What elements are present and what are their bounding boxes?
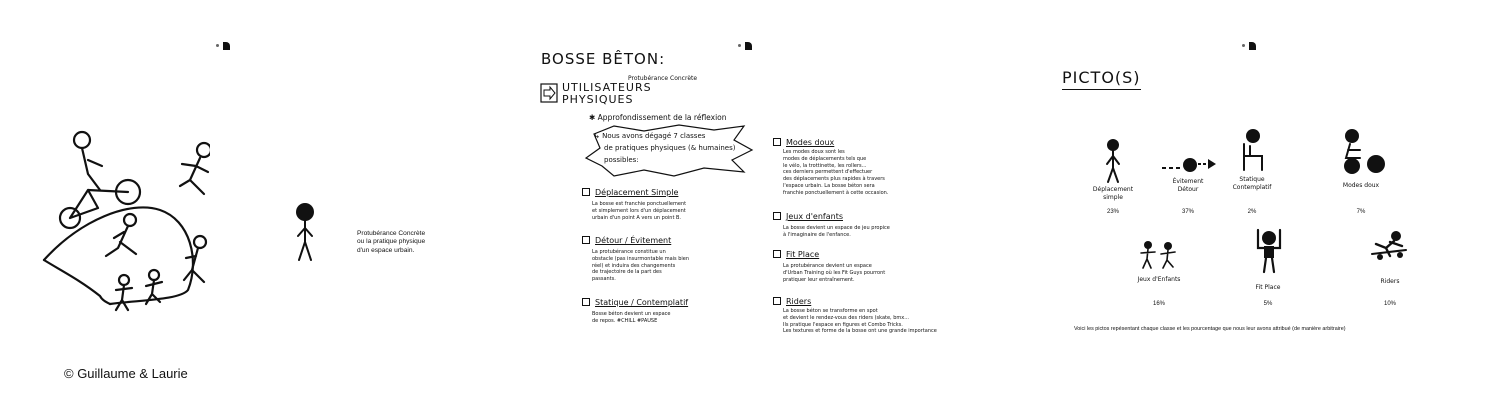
section-title [773,297,993,306]
section-fit-place [773,250,973,283]
section-modes-doux [773,138,973,197]
subtitle [562,82,652,106]
slide-pictograms [1000,0,1500,360]
section-body [592,201,762,221]
subtitle-line: UTILISATEURS [562,81,652,94]
picto-label-modes-doux [1330,182,1392,190]
body-line: réel) et induira des changements [592,262,676,269]
body-line: modes de déplacements tels que [783,155,867,162]
section-title-text: Riders [786,297,812,306]
body-line: passants. [592,276,616,283]
deepening-heading [589,113,727,122]
checkbox-icon [582,236,590,244]
checkbox-icon [773,212,781,220]
section-riders [773,297,993,335]
body-line: Les modes doux sont les [783,149,845,155]
section-title-text: Modes doux [786,138,835,147]
body-line: Ils pratique l'espace en figures et Combo Tricks. [783,321,903,328]
section-body [783,308,993,335]
checkbox-icon [773,297,781,305]
picto-label-line: Statique [1239,176,1265,183]
body-line: l'espace urbain. La bosse béton sera [783,182,875,189]
checkbox-icon [582,298,590,306]
section-title-text: Fit Place [786,250,820,259]
picto-label-line: Détour [1177,185,1199,193]
arrow-right-icon: ↳ [594,132,603,140]
body-line: franchie ponctuellement à cette occasion. [783,189,889,196]
cloud-line: de pratiques physiques (& humaines) [604,144,736,152]
body-line: La bosse est franchie ponctuellement [592,201,687,207]
cloud-line-text: Nous avons dégagé 7 classes [602,132,706,140]
section-title-text: Déplacement Simple [595,188,679,197]
section-body [783,263,973,283]
subtitle-note: Protubérance Concrète [628,75,698,82]
picto-percent: 2% [1247,209,1257,215]
picto-label-line: Contemplatif [1232,183,1272,191]
deepening-label: Approfondissement de la réflexion [597,113,727,122]
picto-label-line: Modes doux [1342,182,1380,189]
asterisk-icon: ✱ [589,113,598,122]
slide-marker [738,42,752,50]
section-detour-evitement [582,236,762,283]
cloud-line: possibles: [604,156,639,164]
checkbox-icon [773,250,781,258]
body-line: ces derniers permettent d'effectuer [783,169,873,176]
section-body [783,225,973,239]
body-line: Les textures et forme de la bosse ont une grande importance [783,328,937,335]
cloud-text [594,130,735,166]
section-deplacement-simple [582,188,762,221]
picto-label-statique [1222,176,1282,191]
slide-user-classes [500,0,1000,360]
copyright-notice: © Guillaume & Laurie [64,366,188,381]
cloud-line [594,130,735,142]
section-body [592,311,762,325]
picto-label-evitement [1158,178,1218,193]
picto-label-line: Évitement [1172,178,1204,185]
panel1-caption [357,230,425,255]
picto-label-riders [1362,278,1418,286]
body-line: La bosse devient un espace de jeu propice [783,225,890,231]
checkbox-icon [773,138,781,146]
picto-percent: 37% [1181,209,1194,215]
body-line: et simplement lors d'un déplacement [592,207,686,214]
caption-line: ou la pratique physique [357,238,426,246]
section-jeux-enfants [773,212,973,239]
picto-label-jeux [1128,276,1190,284]
body-line: La protubérance devient un espace [783,263,872,269]
checkbox-icon [582,188,590,196]
picto-percent: 10% [1383,301,1396,307]
rider-icon [1368,230,1410,264]
picto-label-line: simple [1103,193,1123,201]
walking-person-icon [290,202,320,264]
bump-sketch-illustration [40,120,210,320]
section-title [582,298,762,307]
picto-label-fit-place [1240,284,1296,292]
section-title [773,138,973,147]
section-statique-contemplatif [582,298,762,325]
section-body [783,149,973,197]
children-playing-icon [1138,240,1178,270]
detour-icon [1160,156,1220,176]
fitness-person-icon [1254,226,1284,274]
slide-marker [216,42,230,50]
picto-label-line: Riders [1380,278,1400,285]
section-title [773,212,973,221]
body-line: d'Urban Training où les Fit Guys pourront [783,269,886,276]
picto-percent: 23% [1106,209,1119,215]
body-line: La protubérance constitue un [592,249,666,255]
body-line: et devient le rendez-vous des riders (skate, bmx... [783,314,909,321]
body-line: Bosse béton devient un espace [592,311,671,317]
picto-percent: 5% [1263,301,1273,307]
picto-label-line: Fit Place [1255,284,1281,291]
section-title-text: Statique / Contemplatif [595,298,689,307]
footnote: Voici les pictos repésentant chaque classe et les pourcentage que nous leur avons attribué (de manière arbitraire) [1074,326,1346,332]
body-line: le vélo, la trottinette, les rollers... [783,162,867,169]
subtitle-line: PHYSIQUES [562,93,634,106]
picto-percent: 16% [1152,301,1165,307]
picto-label-line: Jeux d'Enfants [1137,276,1181,283]
caption-line: Protubérance Concrète [357,230,426,237]
picto-percent: 7% [1356,209,1366,215]
page-title: PICTO(S) [1062,68,1141,90]
body-line: pratiquer leur entraînement. [783,276,855,283]
slide-marker [1242,42,1256,50]
cyclist-icon [1338,128,1386,176]
body-line: de trajectoire de la part des [592,269,662,276]
body-line: à l'imaginaire de l'enfance. [783,231,851,238]
section-title [582,188,762,197]
picto-label-deplacement [1080,186,1146,201]
seated-person-icon [1238,128,1268,172]
slide-illustration [0,0,500,381]
section-title [773,250,973,259]
body-line: La bosse béton se transforme en spot [783,308,878,314]
page-title: BOSSE BÊTON: [541,50,666,68]
section-title [582,236,762,245]
section-body [592,249,762,283]
picto-label-line: Déplacement [1092,186,1134,193]
arrow-box-icon [540,83,558,103]
body-line: urbain d'un point A vers un point B. [592,214,682,221]
section-title-text: Jeux d'enfants [786,212,843,221]
body-line: obstacle (pas insurmontable mais bien [592,255,690,262]
body-line: des déplacements plus rapides à travers [783,176,885,183]
walking-person-icon [1100,138,1126,184]
section-title-text: Détour / Évitement [595,236,672,245]
caption-line: d'un espace urbain. [357,246,415,254]
body-line: de repos. #CHILL #PAUSE [592,317,658,324]
